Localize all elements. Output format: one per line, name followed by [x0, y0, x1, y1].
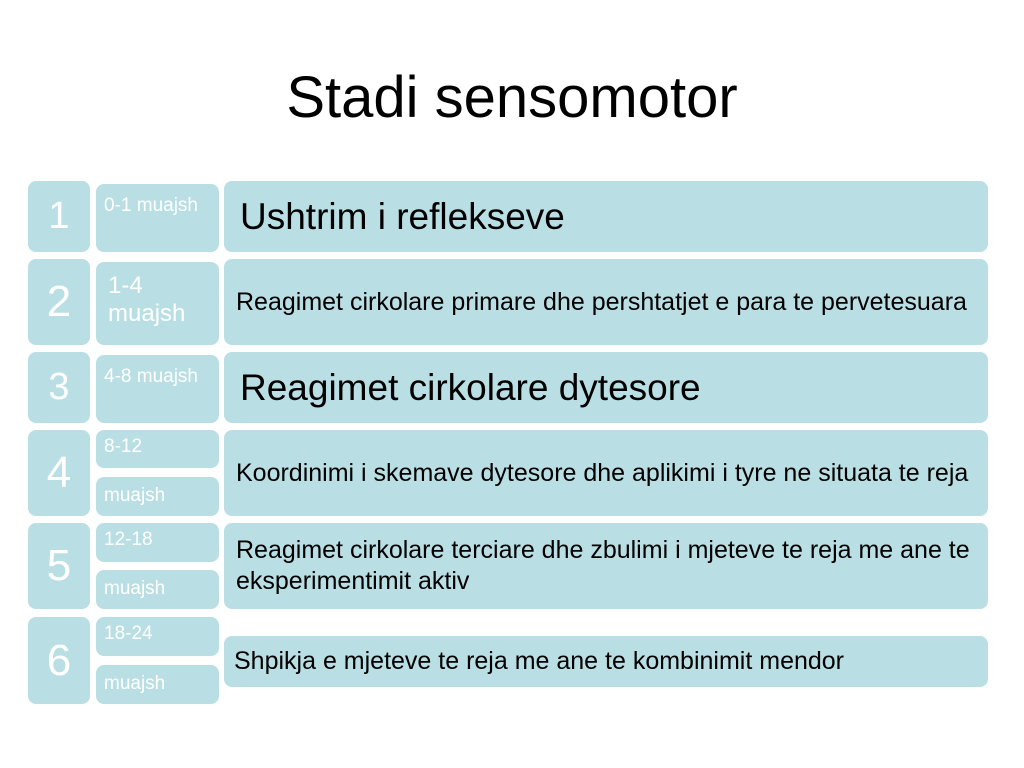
stage-2-description: Reagimet cirkolare primare dhe pershtatjet e para te pervetesuara: [224, 259, 988, 345]
stage-number-label: 6: [46, 635, 72, 685]
stage-6-age-unit: muajsh: [96, 665, 219, 704]
stage-number-label: 4: [46, 448, 72, 497]
stage-5-description: Reagimet cirkolare terciare dhe zbulimi i mjeteve te reja me ane te eksperimentimit aktiv: [224, 523, 988, 609]
stage-5-number: [28, 523, 90, 609]
stage-5-age-unit: muajsh: [96, 570, 219, 609]
stage-4-number: [28, 430, 90, 516]
slide-title: Stadi sensomotor: [286, 65, 738, 130]
stage-number-label: 3: [48, 366, 70, 408]
stage-4-age-unit: muajsh: [96, 477, 219, 516]
stage-3-number: [28, 352, 90, 423]
stage-3-description: Reagimet cirkolare dytesore: [224, 352, 988, 423]
stage-1-number: [28, 181, 90, 252]
stage-6-description: Shpikja e mjeteve te reja me ane te kombinimit mendor: [224, 636, 988, 687]
stage-1-description: Ushtrim i reflekseve: [224, 181, 988, 252]
stage-6-number: [28, 617, 90, 704]
stage-5-age-range: 12-18: [96, 523, 219, 562]
stage-2-number: [28, 259, 90, 345]
stage-4-description: Koordinimi i skemave dytesore dhe aplikimi i tyre ne situata te reja: [224, 430, 988, 516]
stage-number-label: 2: [46, 277, 72, 326]
stage-4-age-range: 8-12: [96, 430, 219, 468]
stage-number-label: 5: [46, 541, 72, 590]
stage-number-label: 1: [48, 195, 70, 237]
stage-6-age-range: 18-24: [96, 617, 219, 656]
stage-1-age: 0-1 muajsh: [96, 184, 219, 252]
stage-2-age: 1-4 muajsh: [96, 262, 219, 345]
stage-3-age: 4-8 muajsh: [96, 355, 219, 423]
